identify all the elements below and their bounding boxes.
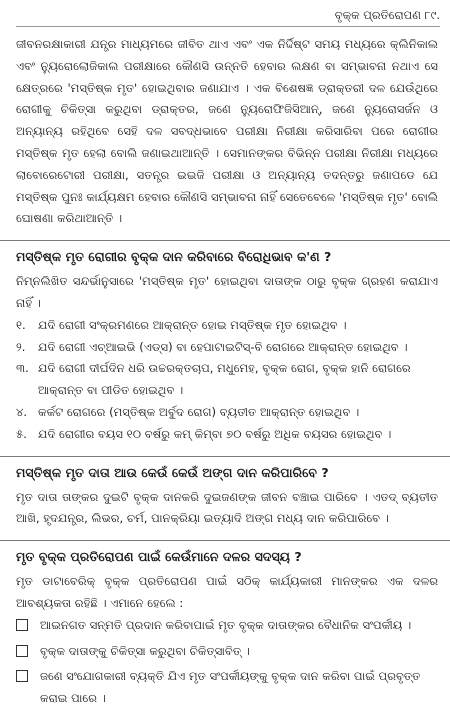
list-item: [16, 615, 438, 639]
section2-body: ମୃତ ଦାତା ତାଙ୍କର ଦୁଇଟି ବୃକ୍କ ଦାନକରି ଦୁଇଜଣଙ୍କ ଜୀବନ ବଞ୍ଚାଇ ପାରିବେ । ଏତଦ୍ ବ୍ୟତୀତ ଆଖି, ହୃଦଯନ୍ତ୍ର, ଲିଭର, ଚର୍ମ, ପାନକ୍ରିୟା ଇତ୍ୟାଦି ଅଙ୍ଗ ମଧ୍ୟ ଦାନ କରିପାରିବେ ।: [16, 489, 438, 526]
item-number: ୪.: [16, 404, 28, 419]
item-text: ଆଇନଗତ ସନ୍ମତି ପ୍ରଦାନ କରିବାପାଇଁ ମୃତ ବୃକ୍କ ଦାତାଙ୍କର ବୈଧାନିକ ସଂପର୍କୀୟ ।: [40, 617, 412, 632]
section-divider: [0, 456, 450, 457]
item-text: ଜଣେ ସଂଯୋଗକାରୀ ବ୍ୟକ୍ତି ଯିଏ ମୃତ ସଂପର୍କୀୟଙ୍କୁ ବୃକ୍କ ଦାନ କରିବା ପାଇଁ ପ୍ରବୃତ୍ତ କରାଇ ପାରେ ।: [40, 669, 421, 706]
item-text: ବୃକ୍କ ଦାତାଙ୍କୁ ଚିକିତ୍ସା କରୁଥିବା ଚିକିତ୍ସାବିତ୍ ।: [40, 643, 251, 658]
running-head-text: ବୃକ୍କ ପ୍ରତିରୋପଣ ୮୯.: [334, 8, 440, 22]
item-number: ୩.: [16, 361, 29, 376]
item-text: ଯଦି ରୋଗୀ ସଂକ୍ରମଣରେ ଆକ୍ରାନ୍ତ ହୋଇ ମସ୍ତିଷ୍କ ମୃତ ହୋଇଥିବ ।: [38, 317, 347, 332]
checkbox-icon: [16, 645, 28, 657]
contraindication-list: [16, 315, 438, 446]
section-divider: [0, 540, 450, 541]
section3-body: ମୃତ ଡାଟାବେରିକ୍ ବୃକ୍କ ପ୍ରତିରୋପଣ ପାଇଁ ସଠିକ୍ କାର୍ଯ୍ୟକାରୀ ମାନଙ୍କର ଏକ ଦଳର ଆବଶ୍ୟକତା ରହିଛି । ଏମାନେ ହେଲେ :: [16, 574, 438, 610]
checkbox-icon: [16, 619, 28, 631]
section1-lead: ନିମ୍ନଲିଖିତ ସନ୍ଦର୍ଭାନୁସାରେ 'ମସ୍ତିଷ୍କ ମୃତ' ହୋଇଥିବା ଦାତାଙ୍କ ଠାରୁ ବୃକ୍କ ଗ୍ରହଣ କରାଯାଏ ନାହିଁ ।: [16, 274, 438, 310]
item-text: ଯଦି ରୋଗୀର ବୟସ ୧୦ ବର୍ଷରୁ କମ୍ କିମ୍ବା ୭୦ ବର୍ଷରୁ ଅଧିକ ବୟସର ହୋଇଥିବ ।: [38, 426, 392, 441]
item-number: ୧.: [16, 317, 26, 332]
item-number: ୫.: [16, 426, 27, 441]
item-number: ୨.: [16, 339, 26, 354]
item-text: କର୍କଟ ରୋଗରେ (ମସ୍ତିଷ୍କ ଅର୍ବୁଦ ରୋଗ) ବ୍ୟତୀତ ଆକ୍ରାନ୍ତ ହୋଇଥିବ ।: [38, 404, 360, 419]
section2-heading: ମସ୍ତିଷ୍କ ମୃତ ଦାତା ଆଉ କେଉଁ କେଉଁ ଅଙ୍ଗ ଦାନ କରିପାରିବେ ?: [16, 464, 329, 480]
list-item: [16, 315, 438, 337]
list-item: [16, 402, 438, 424]
item-text: ଯଦି ରୋଗୀ ଏଚ୍‌ଆଇଭି (ଏଡ୍ସ) ବା ହେପାଟାଇଟିସ୍-ବି ରୋଗରେ ଆକ୍ରାନ୍ତ ହୋଇଥିବ ।: [38, 339, 408, 354]
list-item: [16, 358, 438, 402]
section1-heading: ମସ୍ତିଷ୍କ ମୃତ ରୋଗୀର ବୃକ୍କ ଦାନ କରିବାରେ ବିରୋଧିଭାବ କ'ଣ ?: [16, 249, 332, 265]
section-divider: [0, 240, 450, 241]
running-head: [16, 0, 440, 27]
item-text: ଯଦି ରୋଗୀ ଦୀର୍ଘଦିନ ଧରି ଉଚ୍ଚରକ୍ତଚାପ, ମଧୁମେହ, ବୃକ୍କ ରୋଗ, ବୃକ୍କ ହାନି ରୋଗରେ ଆକ୍ରାନ୍ତ ବା ପୀଡିତ ହୋଇଥିବ ।: [38, 361, 411, 398]
section3-heading: ମୃତ ବୃକ୍କ ପ୍ରତିରୋପଣ ପାଇଁ କେଉଁମାନେ ଦଳର ସଦସ୍ୟ ?: [16, 549, 302, 565]
list-item: [16, 641, 438, 665]
intro-paragraph: ଜୀବନରକ୍ଷାକାରୀ ଯନ୍ତ୍ର ମାଧ୍ୟମରେ ଜୀବିତ ଥାଏ ଏବଂ ଏକ ନିର୍ଦ୍ଦିଷ୍ଟ ସମୟ ମଧ୍ୟରେ କ୍ଲିନିକାଲ ଏବଂ ନ୍ୟୁରୋଲୋଜିକାଲ ପରୀକ୍ଷାରେ କୌଣସି ଉନ୍ନତି ହେବାର ଲକ୍ଷଣ ବା ସମ୍ଭାବନା ନଥାଏ ସେ କ୍ଷେତ୍ରରେ 'ମସ୍ତିଷ୍କ ମୃତ' ହୋଇଥିବାର ଜଣାଯାଏ । ଏକ ବିଶେଷଜ୍ଞ ଡ୍ରାକ୍ତରୀ ଦଳ ଯେଉଁଥିରେ ରୋଗୀକୁ ଚିକିତ୍ସା କରୁଥିବା ଡ୍ରାକ୍ତର, ଜଣେ ନ୍ୟୁରୋଫିଜିସିଆନ୍, ଜଣେ ନ୍ୟୁରୋସର୍ଜନ ଓ ଅନ୍ୟାନ୍ୟ ରହିଥିବେ ସେହି ଦଳ ସବଦ୍ଧଭାବେ ପରୀକ୍ଷା ନିରୀକ୍ଷା କରିସାରିବା ପରେ ରୋଗୀର ମସ୍ତିଷ୍କ ମୃତ ହେଲା ବୋଲି ଜଣାଇଥାଆନ୍ତି । ସେମାନଙ୍କର ବିଭିନ୍ନ ପରୀକ୍ଷା ନିରୀକ୍ଷା ମଧ୍ୟରେ ଲାବୋରେଟୋରୀ ପରୀକ୍ଷା, ସତନ୍ତ୍ର ଇଇଜି ପରୀକ୍ଷା ଓ ଅନ୍ୟାନ୍ୟ ତଦନ୍ତରୁ ଜଣାପଡେ ଯେ ମସ୍ତିଷ୍କ ପୁନଃ କାର୍ଯ୍ୟକ୍ଷମ ହେବାର କୌଣସି ସମ୍ଭାବନା ନାହିଁ ସେତେବେଳେ 'ମସ୍ତିଷ୍କ ମୃତ' ବୋଲି ଘୋଷଣା କରିଥାଆନ୍ତି ।: [16, 37, 438, 226]
checkbox-icon: [16, 670, 28, 682]
list-item: [16, 424, 438, 446]
list-item: [16, 666, 438, 710]
team-member-list: [16, 615, 438, 710]
list-item: [16, 337, 438, 359]
